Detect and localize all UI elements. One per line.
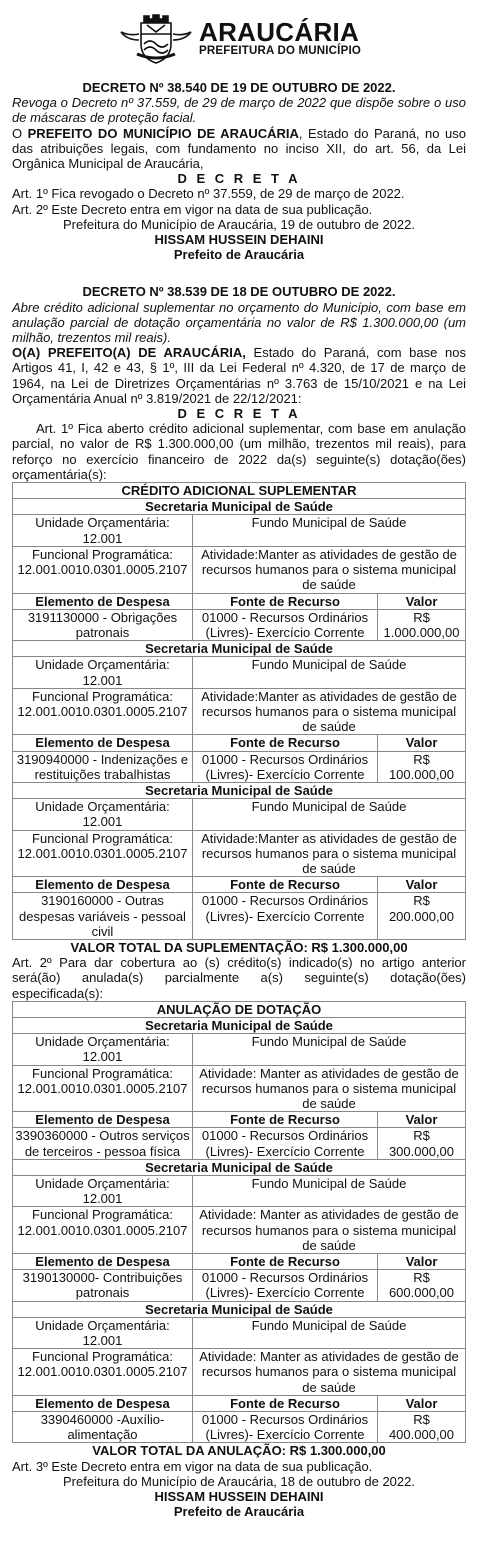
- atividade: Atividade:Manter as atividades de gestão de recursos humanos para o sistema municipal de saúde: [193, 546, 466, 593]
- credit-title-row: [13, 483, 466, 499]
- elemento-despesa: 3191130000 - Obrigações patronais: [13, 609, 193, 640]
- credit-unidade-row: [13, 799, 466, 830]
- annul-column-headers: [13, 1112, 466, 1128]
- elemento-despesa: 3390460000 -Auxílio-alimentação: [13, 1412, 193, 1443]
- annul-unidade-row: [13, 1034, 466, 1065]
- header-fonte: Fonte de Recurso: [193, 877, 378, 893]
- decree1-decreta: D E C R E T A: [177, 171, 301, 187]
- annul-data-row: [13, 1412, 466, 1443]
- fonte-recurso: 01000 - Recursos Ordinários (Livres)- Exercício Corrente: [193, 751, 378, 782]
- decree1-title: DECRETO Nº 38.540 DE 19 DE OUTUBRO DE 2022.: [82, 80, 396, 95]
- decree-38539: [12, 284, 466, 1519]
- elemento-despesa: 3190160000 - Outras despesas variáveis - pessoal civil: [13, 893, 193, 940]
- valor: R$ 600.000,00: [378, 1270, 466, 1301]
- annul-column-headers: [13, 1395, 466, 1411]
- elemento-despesa: 3190130000- Contribuições patronais: [13, 1270, 193, 1301]
- atividade: Atividade: Manter as atividades de gestão de recursos humanos para o sistema municipal de saúde: [193, 1349, 466, 1396]
- funcional-programatica: Funcional Programática: 12.001.0010.0301.0005.2107: [13, 688, 193, 735]
- unidade-orcamentaria: Unidade Orçamentária: 12.001: [13, 657, 193, 688]
- fundo-name: Fundo Municipal de Saúde: [193, 515, 466, 546]
- fundo-name: Fundo Municipal de Saúde: [193, 799, 466, 830]
- decree2-summary: Abre crédito adicional suplementar no orçamento do Município, com base em anulação parcial de dotação orçamentária no valor de R$ 1.300.000,00 (um milhão, trezentos mil reais).: [12, 299, 466, 346]
- credit-column-headers: [13, 877, 466, 893]
- header-elemento: Elemento de Despesa: [13, 735, 193, 751]
- credit-unidade-row: [13, 515, 466, 546]
- annul-unidade-row: [13, 1317, 466, 1348]
- fonte-recurso: 01000 - Recursos Ordinários (Livres)- Exercício Corrente: [193, 609, 378, 640]
- credit-title: CRÉDITO ADICIONAL SUPLEMENTAR: [13, 483, 466, 499]
- annul-column-headers: [13, 1254, 466, 1270]
- secretaria-heading: Secretaria Municipal de Saúde: [13, 641, 466, 657]
- valor: R$ 100.000,00: [378, 751, 466, 782]
- unidade-orcamentaria: Unidade Orçamentária: 12.001: [13, 1034, 193, 1065]
- fonte-recurso: 01000 - Recursos Ordinários (Livres)- Exercício Corrente: [193, 1412, 378, 1443]
- header-fonte: Fonte de Recurso: [193, 593, 378, 609]
- credit-column-headers: [13, 593, 466, 609]
- annul-secretaria-row: [13, 1159, 466, 1175]
- atividade: Atividade: Manter as atividades de gestão de recursos humanos para o sistema municipal de saúde: [193, 1065, 466, 1112]
- decree2-art2: Art. 2º Para dar cobertura ao (s) crédito(s) indicado(s) no artigo anterior será(ão) anulada(s) parcialmente a(s) seguinte(s) dotação(ões) especificada(s):: [12, 955, 466, 1001]
- annul-title: ANULAÇÃO DE DOTAÇÃO: [13, 1001, 466, 1017]
- secretaria-heading: Secretaria Municipal de Saúde: [13, 1017, 466, 1033]
- annul-unidade-row: [13, 1176, 466, 1207]
- valor: R$ 300.000,00: [378, 1128, 466, 1159]
- annul-secretaria-row: [13, 1017, 466, 1033]
- annul-funcional-row: [13, 1207, 466, 1254]
- unidade-orcamentaria: Unidade Orçamentária: 12.001: [13, 799, 193, 830]
- funcional-programatica: Funcional Programática: 12.001.0010.0301.0005.2107: [13, 1065, 193, 1112]
- credit-data-row: [13, 609, 466, 640]
- header-valor: Valor: [378, 1254, 466, 1270]
- header-elemento: Elemento de Despesa: [13, 593, 193, 609]
- credit-secretaria-row: [13, 499, 466, 515]
- header-fonte: Fonte de Recurso: [193, 735, 378, 751]
- brand: [199, 16, 361, 58]
- credit-total: VALOR TOTAL DA SUPLEMENTAÇÃO: R$ 1.300.000,00: [70, 939, 408, 955]
- secretaria-heading: Secretaria Municipal de Saúde: [13, 782, 466, 798]
- brand-subtitle: PREFEITURA DO MUNICÍPIO: [199, 44, 361, 57]
- secretaria-heading: Secretaria Municipal de Saúde: [13, 1301, 466, 1317]
- decree2-signer-role: Prefeito de Araucária: [173, 1504, 305, 1520]
- header-fonte: Fonte de Recurso: [193, 1254, 378, 1270]
- annul-funcional-row: [13, 1349, 466, 1396]
- header-elemento: Elemento de Despesa: [13, 1395, 193, 1411]
- fonte-recurso: 01000 - Recursos Ordinários (Livres)- Exercício Corrente: [193, 1270, 378, 1301]
- header: [12, 10, 466, 66]
- credit-funcional-row: [13, 688, 466, 735]
- unidade-orcamentaria: Unidade Orçamentária: 12.001: [13, 515, 193, 546]
- fundo-name: Fundo Municipal de Saúde: [193, 1034, 466, 1065]
- decree1-signer: HISSAM HUSSEIN DEHAINI: [154, 232, 324, 248]
- decree2-preamble: O(A) PREFEITO(A) DE ARAUCÁRIA, Estado do Paraná, com base nos Artigos 41, I, 42 e 43, § 1º, III da Lei Federal nº 4.320, de 17 de março de 1964, na Lei de Diretrizes Orçamentárias nº 3.763 de 15/10/2021 e na Lei Orçamentária Anual nº 3.819/2021 de 22/12/2021:: [12, 345, 466, 406]
- funcional-programatica: Funcional Programática: 12.001.0010.0301.0005.2107: [13, 546, 193, 593]
- municipal-seal-icon: [117, 10, 195, 66]
- annul-secretaria-row: [13, 1301, 466, 1317]
- header-valor: Valor: [378, 877, 466, 893]
- valor: R$ 200.000,00: [378, 893, 466, 940]
- atividade: Atividade: Manter as atividades de gestão de recursos humanos para o sistema municipal de saúde: [193, 1207, 466, 1254]
- funcional-programatica: Funcional Programática: 12.001.0010.0301.0005.2107: [13, 830, 193, 877]
- header-elemento: Elemento de Despesa: [13, 1112, 193, 1128]
- decree1-summary: Revoga o Decreto nº 37.559, de 29 de março de 2022 que dispõe sobre o uso de máscaras de proteção facial.: [12, 95, 466, 126]
- header-fonte: Fonte de Recurso: [193, 1395, 378, 1411]
- credit-secretaria-row: [13, 641, 466, 657]
- fonte-recurso: 01000 - Recursos Ordinários (Livres)- Exercício Corrente: [193, 893, 378, 940]
- credit-funcional-row: [13, 546, 466, 593]
- credit-funcional-row: [13, 830, 466, 877]
- secretaria-heading: Secretaria Municipal de Saúde: [13, 499, 466, 515]
- header-elemento: Elemento de Despesa: [13, 877, 193, 893]
- annul-total: VALOR TOTAL DA ANULAÇÃO: R$ 1.300.000,00: [92, 1443, 386, 1459]
- fonte-recurso: 01000 - Recursos Ordinários (Livres)- Exercício Corrente: [193, 1128, 378, 1159]
- decree1-signer-role: Prefeito de Araucária: [173, 247, 305, 263]
- annul-title-row: [13, 1001, 466, 1017]
- annulment-table: [12, 1001, 466, 1444]
- fundo-name: Fundo Municipal de Saúde: [193, 657, 466, 688]
- unidade-orcamentaria: Unidade Orçamentária: 12.001: [13, 1176, 193, 1207]
- decree2-decreta: D E C R E T A: [177, 406, 301, 422]
- elemento-despesa: 3190940000 - Indenizações e restituições trabalhistas: [13, 751, 193, 782]
- decree2-signer: HISSAM HUSSEIN DEHAINI: [154, 1489, 324, 1505]
- credit-unidade-row: [13, 657, 466, 688]
- elemento-despesa: 3390360000 - Outros serviços de terceiros - pessoa física: [13, 1128, 193, 1159]
- unidade-orcamentaria: Unidade Orçamentária: 12.001: [13, 1317, 193, 1348]
- valor: R$ 400.000,00: [378, 1412, 466, 1443]
- funcional-programatica: Funcional Programática: 12.001.0010.0301.0005.2107: [13, 1207, 193, 1254]
- annul-funcional-row: [13, 1065, 466, 1112]
- decree2-place-date: Prefeitura do Município de Araucária, 18 de outubro de 2022.: [63, 1473, 415, 1489]
- atividade: Atividade:Manter as atividades de gestão de recursos humanos para o sistema municipal de saúde: [193, 688, 466, 735]
- decree-38540: [12, 80, 466, 262]
- decree1-art1: Art. 1º Fica revogado o Decreto nº 37.559, de 29 de março de 2022.: [12, 186, 405, 202]
- header-valor: Valor: [378, 1395, 466, 1411]
- decree1-art2: Art. 2º Este Decreto entra em vigor na data de sua publicação.: [12, 201, 373, 217]
- header-fonte: Fonte de Recurso: [193, 1112, 378, 1128]
- credit-data-row: [13, 893, 466, 940]
- decree2-art3: Art. 3º Este Decreto entra em vigor na data de sua publicação.: [12, 1458, 373, 1474]
- header-valor: Valor: [378, 593, 466, 609]
- credit-column-headers: [13, 735, 466, 751]
- brand-name: ARAUCÁRIA: [199, 16, 360, 47]
- credit-secretaria-row: [13, 782, 466, 798]
- decree1-place-date: Prefeitura do Município de Araucária, 19 de outubro de 2022.: [63, 216, 415, 232]
- header-elemento: Elemento de Despesa: [13, 1254, 193, 1270]
- secretaria-heading: Secretaria Municipal de Saúde: [13, 1159, 466, 1175]
- valor: R$ 1.000.000,00: [378, 609, 466, 640]
- annul-data-row: [13, 1128, 466, 1159]
- credit-data-row: [13, 751, 466, 782]
- fundo-name: Fundo Municipal de Saúde: [193, 1317, 466, 1348]
- funcional-programatica: Funcional Programática: 12.001.0010.0301.0005.2107: [13, 1349, 193, 1396]
- decree2-art1: Art. 1º Fica aberto crédito adicional suplementar, com base em anulação parcial, no valor de R$ 1.300.000,00 (um milhão, trezentos mil reais), para reforço no exercício financeiro de 2022 da(s) seguinte(s) dotação(ões) orçamentária(s):: [12, 421, 466, 482]
- annul-data-row: [13, 1270, 466, 1301]
- decree1-preamble: O PREFEITO DO MUNICÍPIO DE ARAUCÁRIA, Estado do Paraná, no uso das atribuições legais, com fundamento no inciso XII, do art. 56, da Lei Orgânica Municipal de Araucária,: [12, 125, 467, 172]
- atividade: Atividade:Manter as atividades de gestão de recursos humanos para o sistema municipal de saúde: [193, 830, 466, 877]
- header-valor: Valor: [378, 1112, 466, 1128]
- header-valor: Valor: [378, 735, 466, 751]
- decree2-title: DECRETO Nº 38.539 DE 18 DE OUTUBRO DE 2022.: [82, 284, 396, 300]
- credit-table: [12, 482, 466, 940]
- fundo-name: Fundo Municipal de Saúde: [193, 1176, 466, 1207]
